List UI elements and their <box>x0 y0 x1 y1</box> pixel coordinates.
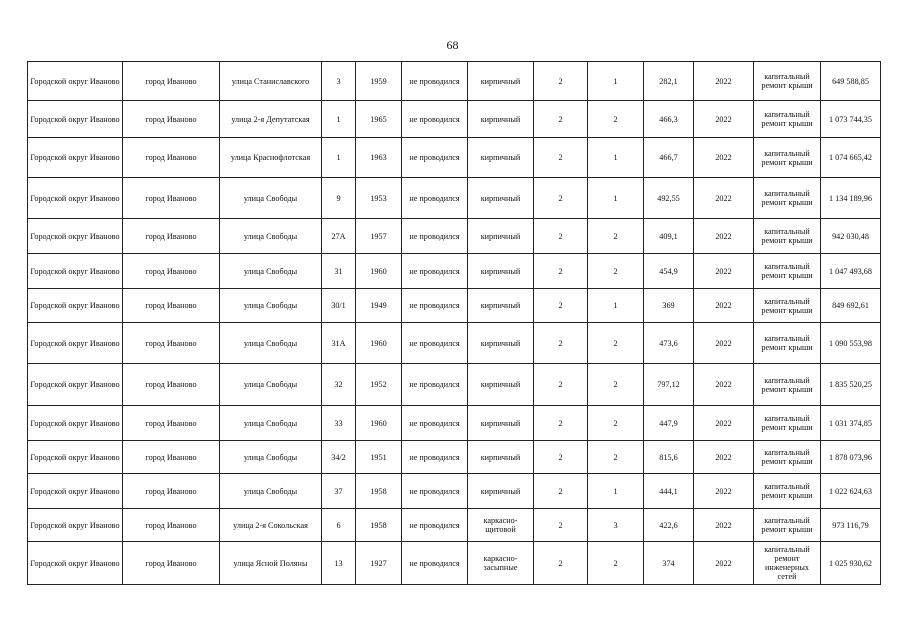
plan-year-cell: 2022 <box>694 178 754 219</box>
area-cell: 444,1 <box>644 474 694 509</box>
floors-cell: 2 <box>534 542 588 585</box>
work-type-cell: капитальный ремонт крыши <box>754 219 821 254</box>
cost-cell: 1 090 553,98 <box>821 323 881 364</box>
entrances-cell: 2 <box>588 364 644 406</box>
entrances-cell: 1 <box>588 138 644 178</box>
entrances-cell: 1 <box>588 289 644 323</box>
cost-cell: 1 074 665,42 <box>821 138 881 178</box>
build-year-cell: 1960 <box>356 323 402 364</box>
house-number-cell: 9 <box>322 178 356 219</box>
cost-cell: 1 134 189,96 <box>821 178 881 219</box>
build-year-cell: 1963 <box>356 138 402 178</box>
house-number-cell: 31 <box>322 254 356 289</box>
wall-material-cell: кирпичный <box>468 219 534 254</box>
reconstruction-cell: не проводился <box>402 289 468 323</box>
house-number-cell: 3 <box>322 62 356 101</box>
house-number-cell: 30/1 <box>322 289 356 323</box>
floors-cell: 2 <box>534 62 588 101</box>
okrug-cell: Городской округ Иваново <box>28 406 123 441</box>
table-row <box>28 509 881 542</box>
reconstruction-cell: не проводился <box>402 101 468 138</box>
entrances-cell: 2 <box>588 254 644 289</box>
entrances-cell: 1 <box>588 62 644 101</box>
city-cell: город Иваново <box>123 323 220 364</box>
table-row <box>28 441 881 474</box>
okrug-cell: Городской округ Иваново <box>28 138 123 178</box>
wall-material-cell: каркасно-засыпные <box>468 542 534 585</box>
street-cell: улица Краснофлотская <box>220 138 322 178</box>
okrug-cell: Городской округ Иваново <box>28 289 123 323</box>
work-type-cell: капитальный ремонт крыши <box>754 138 821 178</box>
area-cell: 466,7 <box>644 138 694 178</box>
okrug-cell: Городской округ Иваново <box>28 178 123 219</box>
street-cell: улица Свободы <box>220 474 322 509</box>
street-cell: улица Свободы <box>220 364 322 406</box>
work-type-cell: капитальный ремонт крыши <box>754 364 821 406</box>
street-cell: улица 2-я Сокольская <box>220 509 322 542</box>
cost-cell: 942 030,48 <box>821 219 881 254</box>
plan-year-cell: 2022 <box>694 542 754 585</box>
street-cell: улица Свободы <box>220 254 322 289</box>
okrug-cell: Городской округ Иваново <box>28 509 123 542</box>
table-row <box>28 101 881 138</box>
build-year-cell: 1951 <box>356 441 402 474</box>
wall-material-cell: кирпичный <box>468 101 534 138</box>
page-number: 68 <box>446 38 459 52</box>
plan-year-cell: 2022 <box>694 62 754 101</box>
work-type-cell: капитальный ремонт крыши <box>754 101 821 138</box>
floors-cell: 2 <box>534 323 588 364</box>
area-cell: 815,6 <box>644 441 694 474</box>
floors-cell: 2 <box>534 289 588 323</box>
work-type-cell: капитальный ремонт крыши <box>754 254 821 289</box>
floors-cell: 2 <box>534 406 588 441</box>
table-row <box>28 474 881 509</box>
build-year-cell: 1927 <box>356 542 402 585</box>
entrances-cell: 2 <box>588 323 644 364</box>
plan-year-cell: 2022 <box>694 138 754 178</box>
reconstruction-cell: не проводился <box>402 323 468 364</box>
entrances-cell: 1 <box>588 178 644 219</box>
reconstruction-cell: не проводился <box>402 219 468 254</box>
plan-year-cell: 2022 <box>694 323 754 364</box>
work-type-cell: капитальный ремонт крыши <box>754 289 821 323</box>
work-type-cell: капитальный ремонт крыши <box>754 323 821 364</box>
okrug-cell: Городской округ Иваново <box>28 62 123 101</box>
build-year-cell: 1949 <box>356 289 402 323</box>
plan-year-cell: 2022 <box>694 254 754 289</box>
cost-cell: 649 588,85 <box>821 62 881 101</box>
wall-material-cell: кирпичный <box>468 289 534 323</box>
reconstruction-cell: не проводился <box>402 62 468 101</box>
street-cell: улица Свободы <box>220 441 322 474</box>
street-cell: улица Свободы <box>220 406 322 441</box>
plan-year-cell: 2022 <box>694 406 754 441</box>
street-cell: улица 2-я Депутатская <box>220 101 322 138</box>
city-cell: город Иваново <box>123 289 220 323</box>
work-type-cell: капитальный ремонт крыши <box>754 441 821 474</box>
work-type-cell: капитальный ремонт крыши <box>754 178 821 219</box>
table-row <box>28 62 881 101</box>
city-cell: город Иваново <box>123 509 220 542</box>
area-cell: 473,6 <box>644 323 694 364</box>
work-type-cell: капитальный ремонт инженерных сетей <box>754 542 821 585</box>
wall-material-cell: кирпичный <box>468 474 534 509</box>
cost-cell: 1 878 073,96 <box>821 441 881 474</box>
house-number-cell: 37 <box>322 474 356 509</box>
reconstruction-cell: не проводился <box>402 542 468 585</box>
house-number-cell: 32 <box>322 364 356 406</box>
cost-cell: 1 022 624,63 <box>821 474 881 509</box>
house-number-cell: 1 <box>322 138 356 178</box>
city-cell: город Иваново <box>123 62 220 101</box>
floors-cell: 2 <box>534 364 588 406</box>
city-cell: город Иваново <box>123 254 220 289</box>
wall-material-cell: кирпичный <box>468 62 534 101</box>
reconstruction-cell: не проводился <box>402 474 468 509</box>
plan-year-cell: 2022 <box>694 509 754 542</box>
cost-cell: 1 031 374,85 <box>821 406 881 441</box>
cost-cell: 1 835 520,25 <box>821 364 881 406</box>
city-cell: город Иваново <box>123 542 220 585</box>
city-cell: город Иваново <box>123 138 220 178</box>
build-year-cell: 1953 <box>356 178 402 219</box>
city-cell: город Иваново <box>123 474 220 509</box>
build-year-cell: 1958 <box>356 474 402 509</box>
entrances-cell: 2 <box>588 542 644 585</box>
housing-repair-table <box>27 61 881 585</box>
work-type-cell: капитальный ремонт крыши <box>754 474 821 509</box>
street-cell: улица Станиславского <box>220 62 322 101</box>
work-type-cell: капитальный ремонт крыши <box>754 62 821 101</box>
area-cell: 282,1 <box>644 62 694 101</box>
area-cell: 369 <box>644 289 694 323</box>
build-year-cell: 1957 <box>356 219 402 254</box>
floors-cell: 2 <box>534 474 588 509</box>
area-cell: 374 <box>644 542 694 585</box>
build-year-cell: 1965 <box>356 101 402 138</box>
house-number-cell: 1 <box>322 101 356 138</box>
table-row <box>28 289 881 323</box>
cost-cell: 1 047 493,68 <box>821 254 881 289</box>
table-row <box>28 254 881 289</box>
build-year-cell: 1960 <box>356 254 402 289</box>
floors-cell: 2 <box>534 509 588 542</box>
city-cell: город Иваново <box>123 364 220 406</box>
house-number-cell: 31А <box>322 323 356 364</box>
work-type-cell: капитальный ремонт крыши <box>754 509 821 542</box>
street-cell: улица Свободы <box>220 289 322 323</box>
okrug-cell: Городской округ Иваново <box>28 474 123 509</box>
table-row <box>28 178 881 219</box>
reconstruction-cell: не проводился <box>402 509 468 542</box>
city-cell: город Иваново <box>123 101 220 138</box>
street-cell: улица Свободы <box>220 323 322 364</box>
area-cell: 466,3 <box>644 101 694 138</box>
okrug-cell: Городской округ Иваново <box>28 441 123 474</box>
floors-cell: 2 <box>534 441 588 474</box>
okrug-cell: Городской округ Иваново <box>28 254 123 289</box>
city-cell: город Иваново <box>123 219 220 254</box>
build-year-cell: 1960 <box>356 406 402 441</box>
okrug-cell: Городской округ Иваново <box>28 323 123 364</box>
entrances-cell: 2 <box>588 441 644 474</box>
area-cell: 422,6 <box>644 509 694 542</box>
plan-year-cell: 2022 <box>694 219 754 254</box>
table-row <box>28 323 881 364</box>
area-cell: 454,9 <box>644 254 694 289</box>
wall-material-cell: кирпичный <box>468 178 534 219</box>
floors-cell: 2 <box>534 254 588 289</box>
build-year-cell: 1952 <box>356 364 402 406</box>
house-number-cell: 34/2 <box>322 441 356 474</box>
plan-year-cell: 2022 <box>694 441 754 474</box>
reconstruction-cell: не проводился <box>402 178 468 219</box>
plan-year-cell: 2022 <box>694 364 754 406</box>
entrances-cell: 2 <box>588 406 644 441</box>
house-number-cell: 13 <box>322 542 356 585</box>
reconstruction-cell: не проводился <box>402 364 468 406</box>
area-cell: 492,55 <box>644 178 694 219</box>
cost-cell: 1 073 744,35 <box>821 101 881 138</box>
wall-material-cell: кирпичный <box>468 138 534 178</box>
city-cell: город Иваново <box>123 441 220 474</box>
cost-cell: 1 025 930,62 <box>821 542 881 585</box>
house-number-cell: 27А <box>322 219 356 254</box>
reconstruction-cell: не проводился <box>402 441 468 474</box>
city-cell: город Иваново <box>123 178 220 219</box>
floors-cell: 2 <box>534 101 588 138</box>
cost-cell: 849 692,61 <box>821 289 881 323</box>
table-row <box>28 542 881 585</box>
reconstruction-cell: не проводился <box>402 138 468 178</box>
wall-material-cell: кирпичный <box>468 441 534 474</box>
plan-year-cell: 2022 <box>694 101 754 138</box>
cost-cell: 973 116,79 <box>821 509 881 542</box>
okrug-cell: Городской округ Иваново <box>28 101 123 138</box>
city-cell: город Иваново <box>123 406 220 441</box>
area-cell: 447,9 <box>644 406 694 441</box>
okrug-cell: Городской округ Иваново <box>28 542 123 585</box>
street-cell: улица Свободы <box>220 178 322 219</box>
entrances-cell: 2 <box>588 101 644 138</box>
table-row <box>28 406 881 441</box>
build-year-cell: 1958 <box>356 509 402 542</box>
wall-material-cell: кирпичный <box>468 323 534 364</box>
wall-material-cell: каркасно-щитовой <box>468 509 534 542</box>
entrances-cell: 2 <box>588 219 644 254</box>
entrances-cell: 1 <box>588 474 644 509</box>
plan-year-cell: 2022 <box>694 289 754 323</box>
table-row <box>28 364 881 406</box>
table-row <box>28 138 881 178</box>
floors-cell: 2 <box>534 138 588 178</box>
wall-material-cell: кирпичный <box>468 364 534 406</box>
floors-cell: 2 <box>534 178 588 219</box>
reconstruction-cell: не проводился <box>402 254 468 289</box>
plan-year-cell: 2022 <box>694 474 754 509</box>
table-row <box>28 219 881 254</box>
okrug-cell: Городской округ Иваново <box>28 219 123 254</box>
street-cell: улица Ясной Поляны <box>220 542 322 585</box>
floors-cell: 2 <box>534 219 588 254</box>
work-type-cell: капитальный ремонт крыши <box>754 406 821 441</box>
wall-material-cell: кирпичный <box>468 254 534 289</box>
area-cell: 797,12 <box>644 364 694 406</box>
street-cell: улица Свободы <box>220 219 322 254</box>
house-number-cell: 6 <box>322 509 356 542</box>
house-number-cell: 33 <box>322 406 356 441</box>
entrances-cell: 3 <box>588 509 644 542</box>
wall-material-cell: кирпичный <box>468 406 534 441</box>
build-year-cell: 1959 <box>356 62 402 101</box>
okrug-cell: Городской округ Иваново <box>28 364 123 406</box>
area-cell: 409,1 <box>644 219 694 254</box>
reconstruction-cell: не проводился <box>402 406 468 441</box>
